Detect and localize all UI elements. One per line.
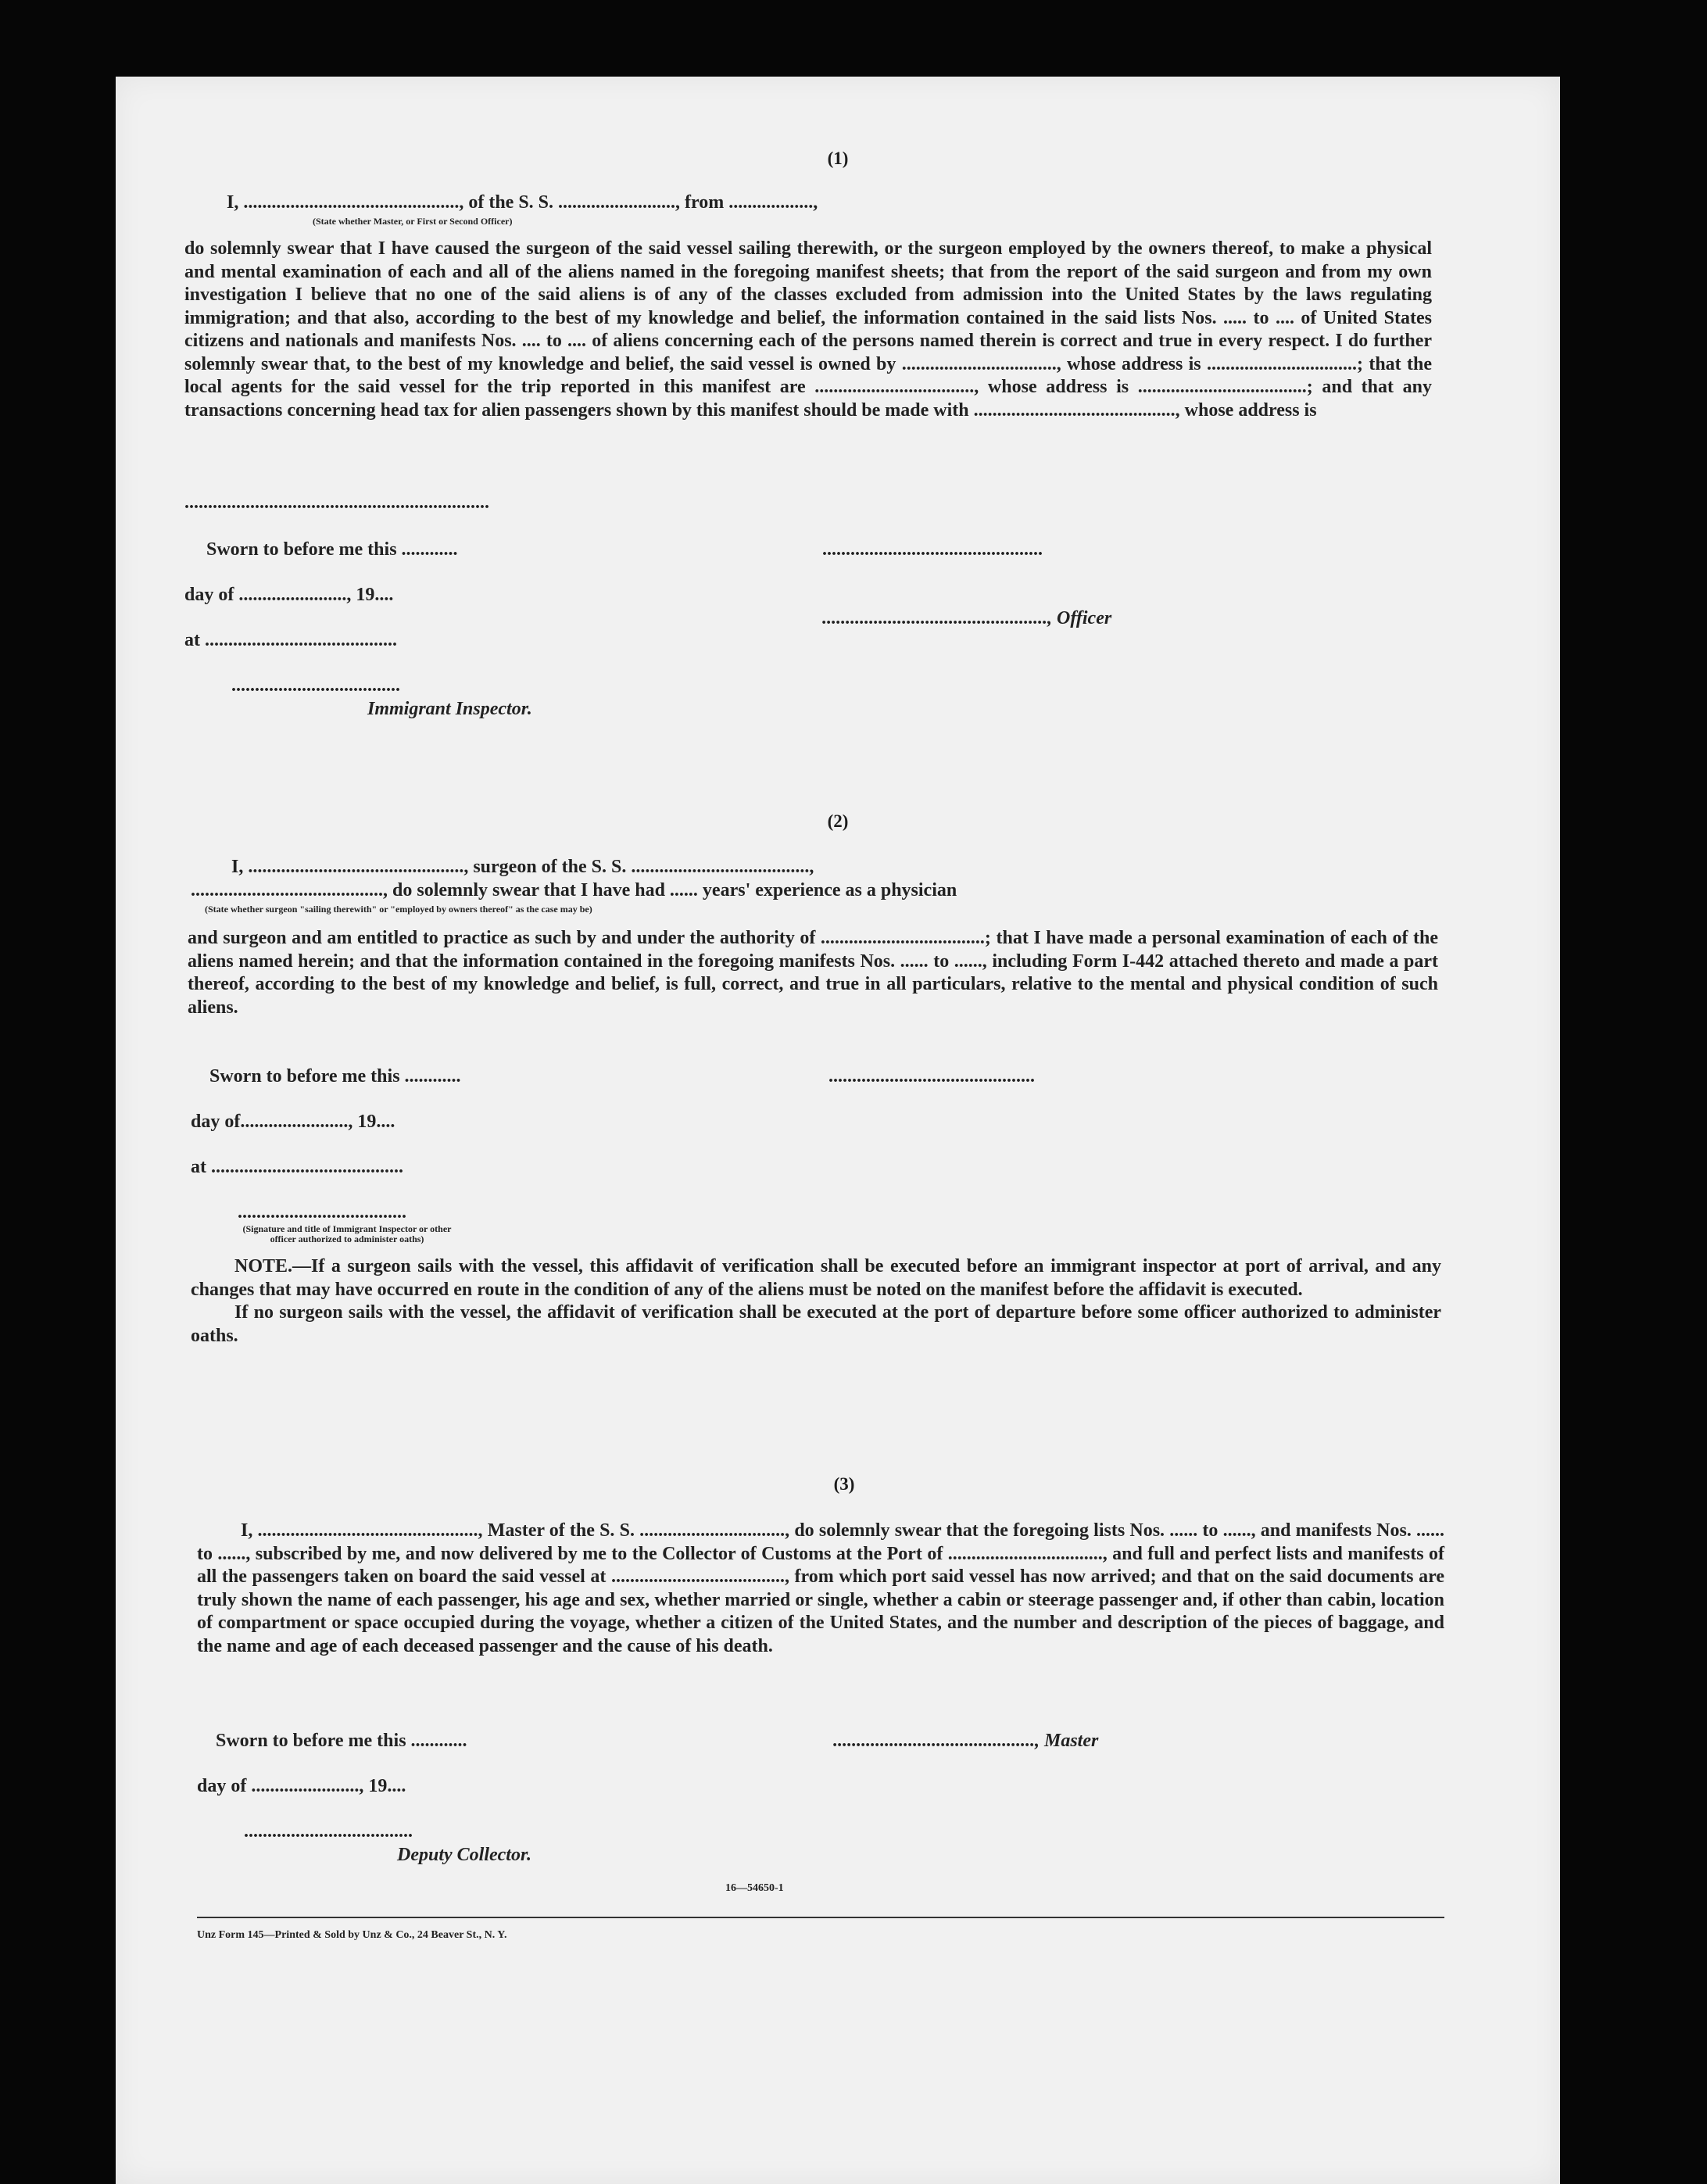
form-code: 16—54650-1 (725, 1882, 784, 1894)
section-number: (3) (833, 1474, 855, 1494)
inspector-label: Immigrant Inspector. (367, 699, 532, 719)
paragraph-text: do solemnly swear that I have caused the surgeon of the said vessel sailing therewith, or the surgeon employed by the owners thereof, to make a physical and mental examination of each and all of the aliens named in the foregoing manifest sheets; that from the report of the said surgeon and from my own investigation I believe that no one of the said aliens is of any of the classes excluded from admission into the United States by the laws regulating immigration; and that also, according to the best of my knowledge and belief, the information contained in the said lists Nos. ..... to .... of United States citizens and nationals and manifests Nos. .... to .... of aliens concerning each of the persons named therein is correct and true in every respect. I do further solemnly swear that, to the best of my knowledge and belief, the said vessel is owned by ................................., whose address is ................................; that the local agents for the said vessel for the trip reported in this manifest are .................................., whose address is ....................................; and that any transactions concerning head tax for alien passengers shown by this manifest should be made with ..........................................., whose address is (184, 238, 1432, 421)
oath-line: ........................................., do solemnly swear that I have had ...... years' experience as a physician (191, 880, 957, 900)
section-number: (1) (827, 149, 849, 168)
sworn-line: Sworn to before me this ............ (209, 1066, 461, 1087)
section-3 (116, 77, 1560, 2031)
at-line: at ......................................... (184, 630, 397, 650)
signature-note: (Signature and title of Immigrant Inspector or other officer authorized to administer oaths) (242, 1223, 452, 1244)
footer-rule (197, 1917, 1444, 1918)
surgeon-signature-line: ............................................ (828, 1066, 1035, 1087)
inspector-signature-line: .................................... (231, 675, 400, 696)
collector-label: Deputy Collector. (397, 1845, 531, 1865)
sworn-line: Sworn to before me this ............ (206, 539, 458, 560)
inspector-signature-line: .................................... (238, 1202, 406, 1223)
sworn-line: Sworn to before me this ............ (216, 1731, 467, 1751)
note-text: NOTE.—If a surgeon sails with the vessel, this affidavit of verification shall be executed before an immigrant inspector at port of arrival, and any changes that may have occurred en route in the condition of any of the aliens must be noted on the manifest before the affidavit is executed. (191, 1256, 1441, 1300)
dotted-line: ................................................................. (184, 492, 489, 513)
oath-paragraph (197, 1520, 1444, 1658)
oath-line: I, .............................................., surgeon of the S. S. ......................................, (231, 857, 814, 877)
day-line: day of ......................., 19.... (184, 585, 394, 605)
at-line: at ......................................... (191, 1157, 403, 1177)
oath-line: I, .............................................., of the S. S. ........................., from .................., (227, 192, 818, 213)
paragraph-text: I, ..............................................., Master of the S. S. ..............................., do solemnly swear that the foregoing lists Nos. ...... to ......, and manifests Nos. ...... to ......, subscribed by me, and now delivered by me to the Collector of Customs at the Port of ................................., and full and perfect lists and manifests of all the passengers taken on board the said vessel at ....................................., from which port said vessel has now arrived; and that on the said documents are truly shown the name of each passenger, his age and sex, whether married or single, whether a cabin or steerage passenger and, if other than cabin, location of compartment or space occupied during the voyage, whether a citizen of the United States, and the number and description of the pieces of baggage, and the name and age of each deceased passenger and the cause of his death. (197, 1520, 1444, 1656)
manifest-page (116, 77, 1560, 2184)
field-note: (State whether surgeon "sailing therewith" or "employed by owners thereof" as the case may be) (205, 904, 592, 915)
section-number: (2) (827, 811, 849, 831)
paragraph-text: and surgeon and am entitled to practice as such by and under the authority of ...................................; that I have made a personal examination of each of the aliens named herein; and that the information contained in the foregoing manifests Nos. ...... to ......, including Form I-442 attached thereto and made a part thereof, according to the best of my knowledge and belief, is full, correct, and true in all particulars, relative to the mental and physical condition of such aliens. (188, 928, 1438, 1018)
officer-signature: ................................................, Officer (822, 608, 1112, 628)
printer-line: Unz Form 145—Printed & Sold by Unz & Co., 24 Beaver St., N. Y. (197, 1929, 507, 1941)
master-signature: ..........................................., Master (833, 1731, 1099, 1751)
field-note: (State whether Master, or First or Second Officer) (313, 216, 513, 227)
day-line: day of......................., 19.... (191, 1112, 395, 1132)
officer-signature-line: ............................................... (822, 539, 1043, 560)
collector-signature-line: .................................... (244, 1821, 413, 1842)
day-line: day of ......................., 19.... (197, 1776, 406, 1796)
note-text: If no surgeon sails with the vessel, the affidavit of verification shall be executed at the port of departure before some officer authorized to administer oaths. (191, 1302, 1441, 1346)
